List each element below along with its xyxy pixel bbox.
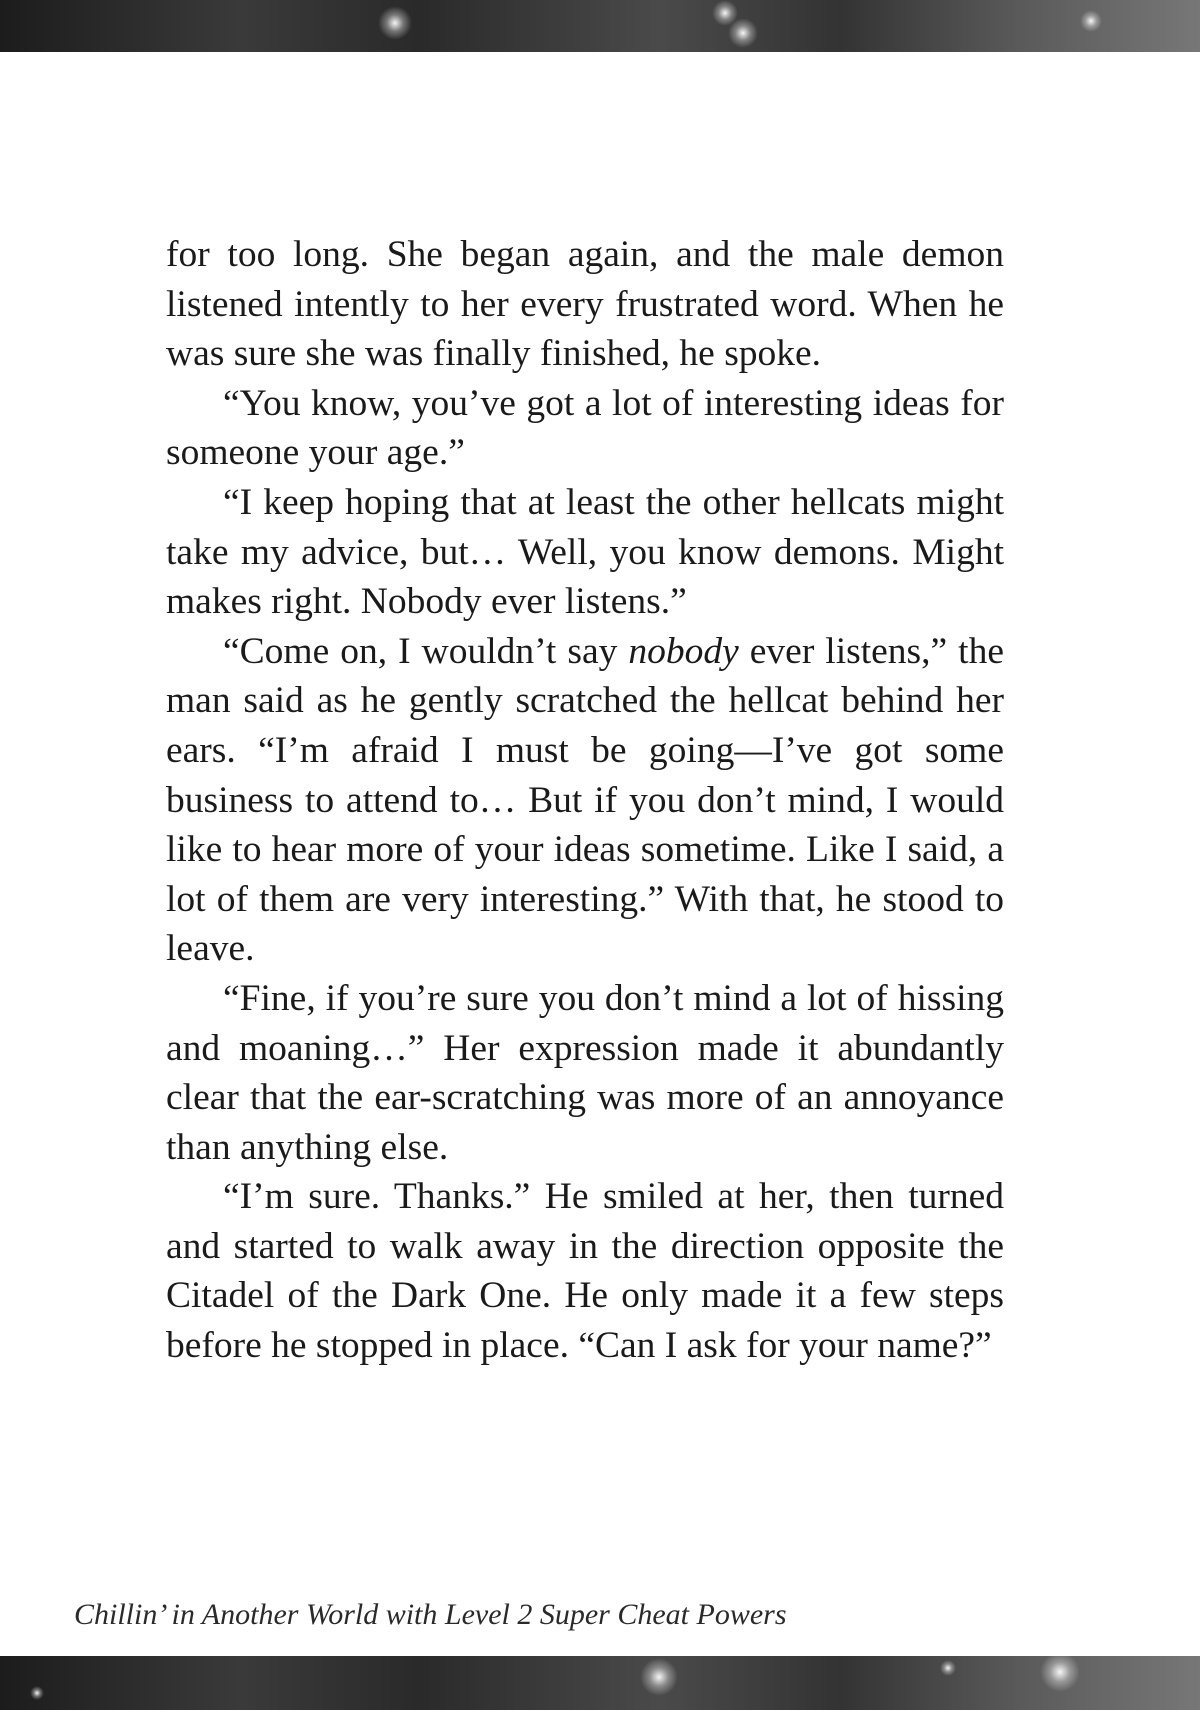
sparkle-decoration (940, 1660, 956, 1676)
bottom-decorative-band (0, 1656, 1200, 1710)
sparkle-decoration (1080, 10, 1102, 32)
paragraph: “Fine, if you’re sure you don’t mind a lot of hissing and moaning…” Her expression made it abundantly clear that the ear-scratching was more of an annoyance than anything else. (166, 977, 1004, 1168)
paragraph: “You know, you’ve got a lot of interesting ideas for someone your age.” (166, 382, 1004, 474)
sparkle-decoration (378, 6, 412, 40)
top-decorative-band (0, 0, 1200, 52)
paragraph: “I’m sure. Thanks.” He smiled at her, then turned and started to walk away in the direction opposite the Citadel of the Dark One. He only made it a few steps before he stopped in place. “Can I ask for your name?” (166, 1176, 1004, 1367)
paragraph-text: ever listens,” the man said as he gently scratched the hellcat behind her ears. “I’m afraid I must be going—I’ve got some business to attend to… But if you don’t mind, I would like to hear more of your ideas sometime. Like I said, a lot of them are very interesting.” With that, he stood to leave. (166, 630, 1004, 970)
sparkle-decoration (30, 1686, 44, 1700)
sparkle-decoration (640, 1658, 678, 1696)
emphasized-word: nobody (628, 630, 739, 672)
sparkle-decoration (728, 18, 758, 48)
body-text (166, 230, 1004, 1371)
paragraph: “I keep hoping that at least the other hellcats might take my advice, but… Well, you know demons. Might makes right. Nobody ever listens.” (166, 481, 1004, 623)
paragraph (166, 627, 1004, 974)
paragraph: for too long. She began again, and the male demon listened intently to her every frustrated word. When he was sure she was finally finished, he spoke. (166, 234, 1004, 375)
paragraph-text: “Come on, I wouldn’t say (223, 630, 629, 672)
running-footer-book-title: Chillin’ in Another World with Level 2 Super Cheat Powers (74, 1598, 787, 1631)
sparkle-decoration (1040, 1656, 1080, 1692)
